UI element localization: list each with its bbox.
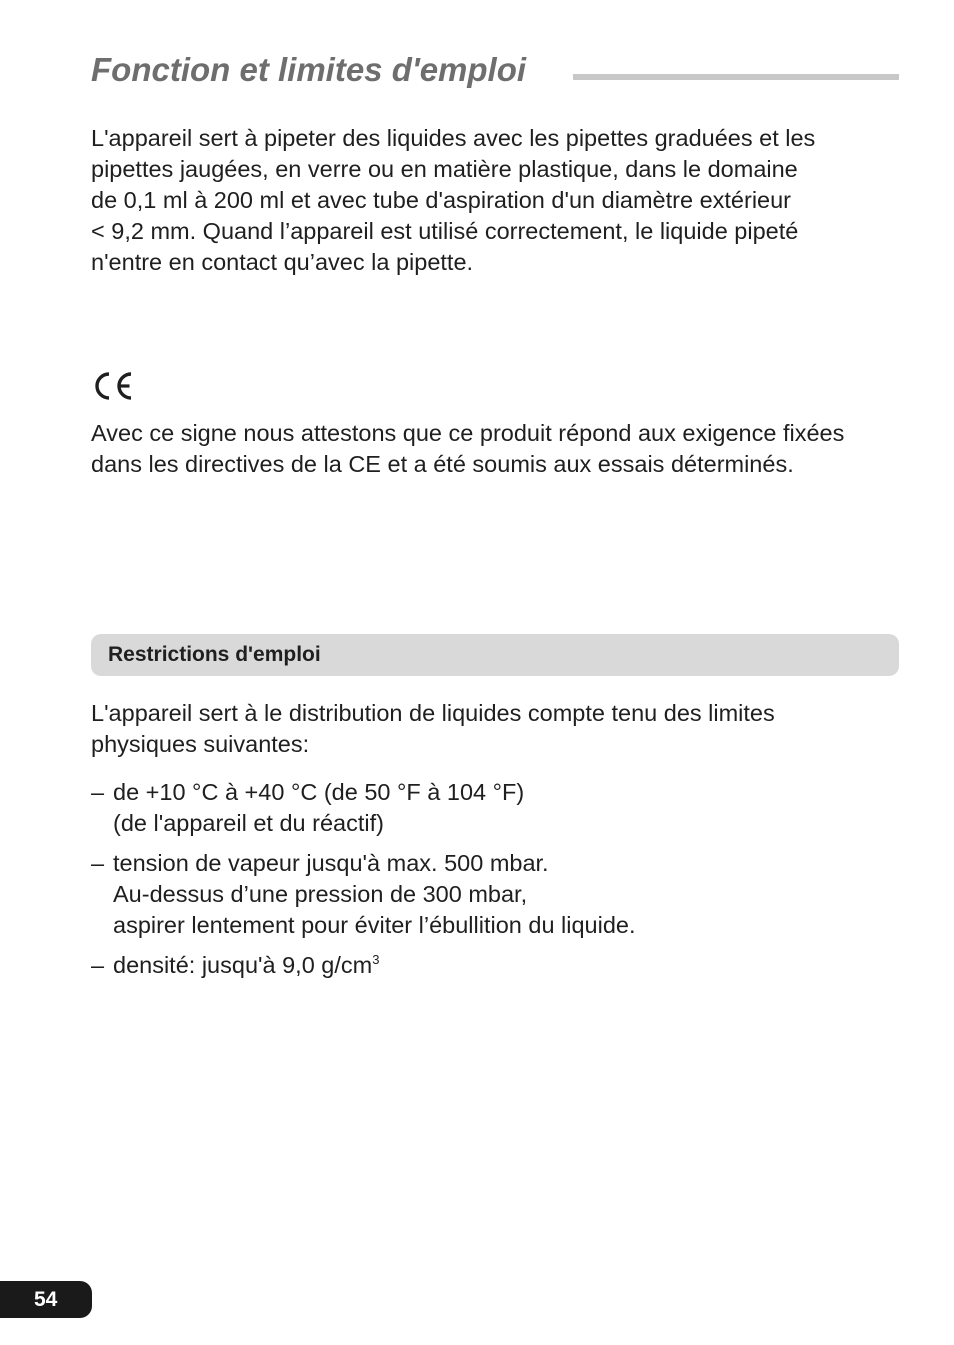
text-line: pipettes jaugées, en verre ou en matière plastique, dans le domaine	[91, 156, 798, 182]
text-line: tension de vapeur jusqu'à max. 500 mbar.	[113, 850, 549, 876]
text-line: Au-dessus d’une pression de 300 mbar,	[113, 881, 528, 907]
intro-paragraph	[91, 123, 891, 278]
page-number-badge	[0, 1281, 92, 1318]
text-line: L'appareil sert à le distribution de liquides compte tenu des limites	[91, 700, 775, 726]
density-text: densité: jusqu'à 9,0 g/cm	[113, 952, 373, 978]
text-line: (de l'appareil et du réactif)	[113, 810, 384, 836]
text-line: Avec ce signe nous attestons que ce produit répond aux exigence fixées	[91, 420, 845, 446]
text-line: aspirer lentement pour éviter l’ébullition du liquide.	[113, 912, 636, 938]
list-item	[91, 848, 891, 941]
text-line: < 9,2 mm. Quand l’appareil est utilisé correctement, le liquide pipeté	[91, 218, 799, 244]
ce-paragraph	[91, 418, 891, 480]
list-item	[91, 950, 891, 981]
restrictions-intro	[91, 698, 891, 760]
list-item	[91, 777, 891, 839]
section-header-bar	[91, 634, 899, 676]
text-line	[113, 950, 891, 981]
restrictions-list	[91, 777, 891, 990]
title-rule	[573, 74, 899, 80]
list-dash: –	[91, 952, 105, 978]
text-line: L'appareil sert à pipeter des liquides avec les pipettes graduées et les	[91, 125, 816, 151]
text-line: dans les directives de la CE et a été soumis aux essais déterminés.	[91, 451, 794, 477]
superscript: 3	[372, 952, 380, 968]
text-line: de +10 °C à +40 °C (de 50 °F à 104 °F)	[113, 779, 525, 805]
list-dash: –	[91, 850, 105, 876]
ce-mark-icon	[91, 370, 135, 402]
text-line: n'entre en contact qu’avec la pipette.	[91, 249, 474, 275]
section-title: Restrictions d'emploi	[108, 643, 321, 666]
text-line: de 0,1 ml à 200 ml et avec tube d'aspiration d'un diamètre extérieur	[91, 187, 792, 213]
list-dash: –	[91, 779, 105, 805]
page-number: 54	[34, 1288, 58, 1311]
text-line: physiques suivantes:	[91, 731, 310, 757]
header	[91, 48, 899, 94]
page-title: Fonction et limites d'emploi	[91, 51, 527, 88]
